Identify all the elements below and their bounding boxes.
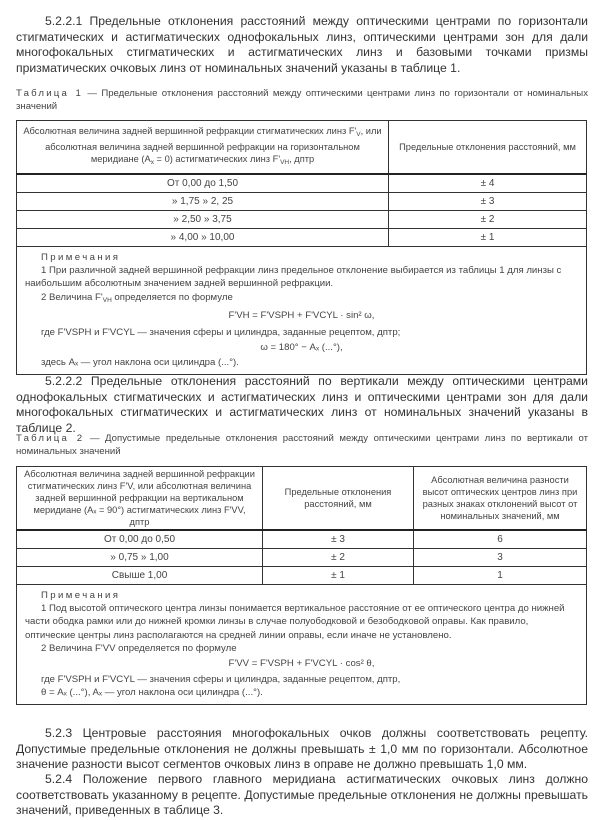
table2-header-col3: Абсолютная величина разности высот оптических центров линз при разных знаках отклонений высот от номинальных значений, мм — [414, 467, 587, 531]
section-5-2-2-2: 5.2.2.2 Предельные отклонения расстояний по вертикали между оптическими центрами однофокальных стигматических и астигматических линз и оптическими центрами зон для дали многофокальных стигматических и астигматических линз от номинальных значений указаны в таблице 2. — [16, 374, 588, 435]
table1-header-col2: Предельные отклонения расстояний, мм — [389, 121, 587, 175]
table2-cell-range: » 0,75 » 1,00 — [17, 549, 263, 567]
table2-caption-label: Таблица 2 — [16, 433, 85, 444]
table1-caption-label: Таблица 1 — [16, 88, 84, 99]
table1-header-row — [17, 121, 587, 175]
table1-notes-row — [17, 247, 587, 375]
table1-cell-dev: ± 4 — [389, 174, 587, 193]
table1-caption-text: — Предельные отклонения расстояний между оптическими центрами линз по горизонтали от номинальных значений — [16, 88, 588, 112]
note-text: — значения сферы и цилиндра, заданные рецептом, дптр; — [134, 327, 401, 339]
section-5-2-3: 5.2.3 Центровые расстояния многофокальных очков должны соответствовать рецепту. Допустимые предельные отклонения не должны превышать ± 1,0 мм по горизонтали. Абсолютное значение разности высот сегментов очковых линз в оправе не должно превышать 1,0 мм. — [16, 726, 588, 772]
table2-header-row — [17, 467, 587, 531]
table2-notes — [17, 585, 587, 705]
notes-title: Примечания — [41, 252, 121, 263]
note-text: определяется по формуле — [111, 291, 233, 303]
hdr-text: Абсолютная величина задней вершинной рефракции стигматических линз F' — [23, 126, 357, 136]
table1-cell-range: » 2,50 » 3,75 — [17, 211, 389, 229]
section-5-2-2-1: 5.2.2.1 Предельные отклонения расстояний между оптическими центрами по горизонтали стигматических и астигматических однофокальных линз, оптическими центрами зон для дали многофокальных стигматических и астигматических линз и базовыми точками призмы призматических очковых линз от номинальных значений указаны в таблице 1. — [16, 14, 588, 75]
hdr-sub: x — [150, 159, 154, 166]
table-row — [17, 549, 587, 567]
table2-cell-diff: 3 — [414, 549, 587, 567]
note-text: где F'VSPH и F'VCYL — [41, 327, 135, 339]
table2-header-col2: Предельные отклонения расстояний, мм — [263, 467, 414, 531]
hdr-text: , или абсолютная величина задней вершинной рефракции на горизонтальном меридиане (A — [45, 126, 382, 164]
note-sub: VH — [102, 296, 112, 304]
table1-notes — [17, 247, 587, 375]
notes-title: Примечания — [41, 590, 121, 601]
table2-cell-dev: ± 3 — [263, 530, 414, 549]
table-row — [17, 211, 587, 229]
note-here: здесь Aₓ — угол наклона оси цилиндра (...°). — [41, 357, 239, 369]
note-text: 2 Величина F' — [41, 291, 103, 303]
note-2 — [25, 291, 578, 307]
table1-header-col1 — [17, 121, 389, 175]
note-1: 1 При различной задней вершинной рефракции линз предельное отклонение выбирается из таблицы 1 для линзы с наибольшим абсолютным значением задней вершинной рефракции. — [25, 265, 562, 290]
table2-cell-range: Свыше 1,00 — [17, 567, 263, 585]
note-where: где F'VSPH и F'VCYL — значения сферы и цилиндра, заданные рецептом, дптр, — [41, 674, 401, 686]
table1-cell-range: » 1,75 » 2, 25 — [17, 193, 389, 211]
table2-caption-text: — Допустимые предельные отклонения расстояний между оптическими центрами линз по вертикали от номинальных значений — [16, 433, 588, 457]
table1 — [16, 120, 587, 375]
table2-cell-diff: 6 — [414, 530, 587, 549]
hdr-text: , дптр — [289, 154, 315, 164]
table2-cell-diff: 1 — [414, 567, 587, 585]
table1-cell-dev: ± 2 — [389, 211, 587, 229]
table-row — [17, 174, 587, 193]
formula-fvh: F'VH = F'VSPH + F'VCYL · sin² ω, — [228, 309, 375, 321]
note-2: 2 Величина F'VV определяется по формуле — [41, 642, 237, 654]
section-5-2-4: 5.2.4 Положение первого главного меридиана астигматических очковых линз должно соответствовать указанному в рецепте. Допустимые предельные отклонения не должны превышать значений, приведенных в таблице 3. — [16, 772, 588, 818]
table1-cell-dev: ± 1 — [389, 229, 587, 247]
table-row — [17, 229, 587, 247]
table-row — [17, 193, 587, 211]
table2-cell-range: От 0,00 до 0,50 — [17, 530, 263, 549]
table2-cell-dev: ± 2 — [263, 549, 414, 567]
table1-cell-range: От 0,00 до 1,50 — [17, 174, 389, 193]
table1-cell-dev: ± 3 — [389, 193, 587, 211]
hdr-sub: V — [356, 131, 361, 138]
table2-caption — [16, 433, 588, 458]
table2-cell-dev: ± 1 — [263, 567, 414, 585]
table-row — [17, 567, 587, 585]
table2-header-col1: Абсолютная величина задней вершинной рефракции стигматических линз F'V, или абсолютная величина задней вершинной рефракции на вертикальном меридиане (Aₓ = 90°) астигматических линз F'VV, дптр — [17, 467, 263, 531]
table1-caption — [16, 88, 588, 113]
hdr-text: = 0) астигматических линз F' — [153, 154, 281, 164]
table1-cell-range: » 4,00 » 10,00 — [17, 229, 389, 247]
table2-notes-row — [17, 585, 587, 705]
formula-omega: ω = 180° − Aₓ (...°), — [260, 342, 343, 354]
table-row — [17, 530, 587, 549]
note-1: 1 Под высотой оптического центра линзы понимается вертикальное расстояние от ее оптического центра до нижней части ободка рамки или до нижней кромки линзы в случае полуободковой и безободковой оправы. Как правило, оптические центры линз располагаются на средней линии оправы, если иначе не установлено. — [25, 603, 565, 641]
formula-fvv: F'VV = F'VSPH + F'VCYL · cos² θ, — [228, 658, 375, 670]
hdr-sub: VH — [280, 159, 290, 166]
note-where — [25, 326, 578, 339]
note-theta: θ = Aₓ (...°), Aₓ — угол наклона оси цилиндра (...°). — [41, 687, 263, 699]
table2 — [16, 466, 587, 705]
